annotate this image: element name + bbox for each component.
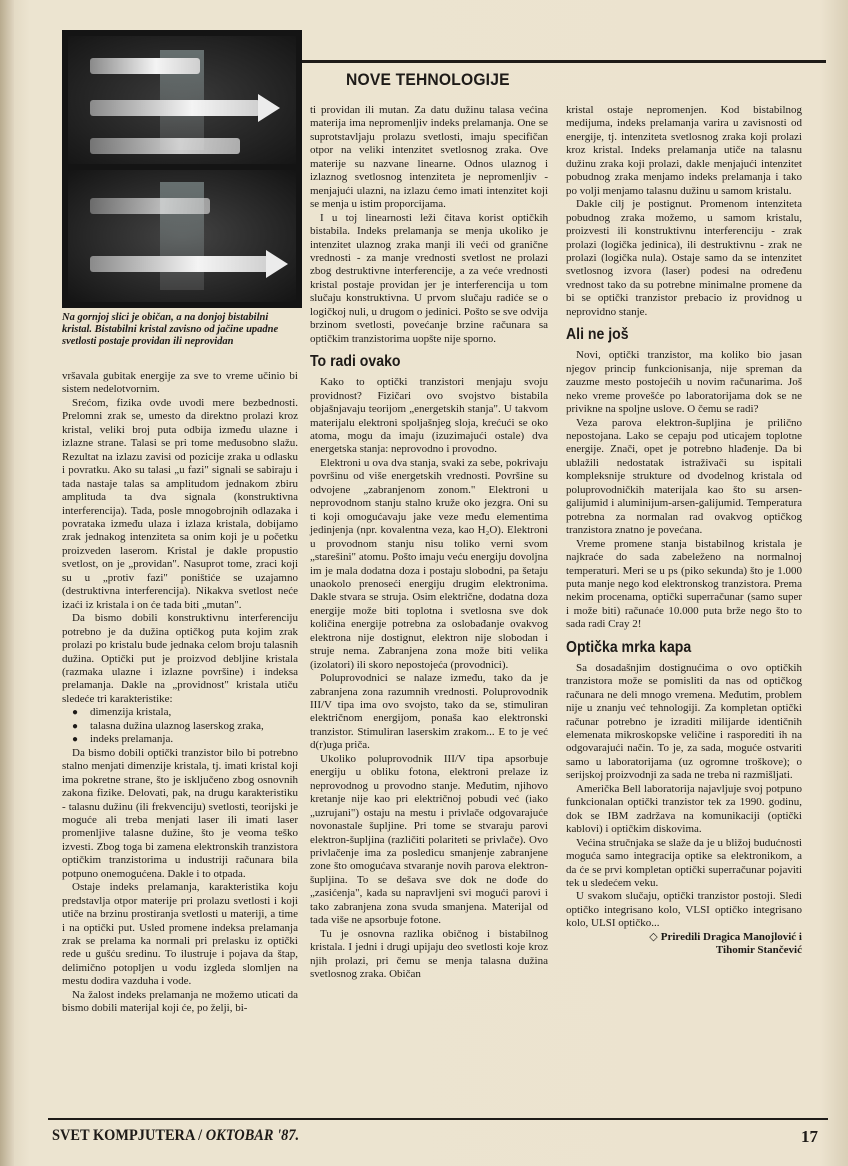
paragraph: kristal ostaje nepromenjen. Kod bistabilnog medijuma, indeks prelamanja varira u zavisnosti od energije, tj. intenziteta svetlosnog zraka koji prolazi kroz kristal. Indeks prelamanja utiče na talasnu dužinu zraka koji prolazi, dakle menjajući intenzitet pobudnog zraka menjamo indeks prelamanja i tako po volji menjamo talasnu dužinu u samom kristalu. — [566, 104, 802, 197]
column-2 — [310, 104, 548, 982]
credit-authors: Tihomir Stančević — [715, 944, 802, 957]
paragraph: Američka Bell laboratorija najavljuje svoj potpuno funkcionalan optički tranzistor tek za 1990. godinu, dok se IBM zadržava na komunikaciji (optički kablovi) i optičkim diskovima. — [566, 782, 802, 836]
ordinary-crystal-photo — [68, 36, 296, 164]
magazine-name: SVET KOMPJUTERA / — [52, 1127, 203, 1144]
light-beam — [90, 198, 210, 214]
section-title: NOVE TEHNOLOGIJE — [346, 70, 510, 89]
paragraph: U svakom slučaju, optički tranzistor postoji. Sledi optičko integrisano kolo, VLSI optičko integrisano kolo, ULSI optičko... — [566, 890, 802, 930]
column-1 — [62, 370, 298, 1016]
paragraph: Veza parova elektron-šupljina je prilično nepostojana. Lako se cepaju pod uticajem toplotne energije. Znači, opet je potrebno hlađenje. Da bi ublažili nedostatak istraživači su ispitali kompleksnije strukture od dvodelnog kristala od poluprovodničkih materijala kao što su arsen-galijumid i aluminijum-arsen-galijumid. Temperatura potrebna za normalan rad ovakvog optičkog tranzistora znatno je povećana. — [566, 416, 802, 537]
paragraph: Dakle cilj je postignut. Promenom intenziteta pobudnog zraka možemo, u samom kristalu, proizvesti ili konstruktivnu interferenciju - zrak prolazi (logička jedinica), ili destruktivnu - zrak ne prolazi (logička nula). Ostaje samo da se intenzitet svetlosnog izvora (laser) podesi na određenu vrednost tako da su potrebne minimalne promene da bi se optički tranzistor prebacio iz providnog u neprovidno stanje. — [566, 198, 802, 318]
page-number: 17 — [801, 1127, 818, 1146]
paragraph: Da bismo dobili konstruktivnu interferenciju potrebno je da dužina optičkog puta kojim zrak prolazi po kristalu bude jednaka celom broju talasnih dužina. Optički put je proizvod debljine kristala (razmaka ulazne i izlazne površine) i indeksa prelamanja. Dakle na „providnost" kristala utiču sledeće tri karakteristike: — [62, 612, 298, 705]
paragraph: Ostaje indeks prelamanja, karakteristika koju predstavlja otpor materije pri prolazu svetlosti i koji utiče na brzinu prostiranja svetlosti u materiji, a time i na optički put. Usled promene indeksa prelamanja zrak se prelama ka normali pri prelasku iz optički rede u gušću sredinu. To ilustruje i pojava da štap, delimično potopljen u vodu izgleda slomljen na mestu dodira vazduha i vode. — [62, 881, 298, 988]
paragraph: ti providan ili mutan. Za datu dužinu talasa većina materija ima nepromenljiv indeks prelamanja. One se suprotstavljaju prolazu svetlosti, imaju specifičan otpor na veliki intenzitet svetlosnog zraka. Ove materije su nazvane linearne. Odnos ulaznog i izlaznog svetlosnog intenziteta je nepromenljiv - menjajući ulazni, na izlazu ćemo imati intenzitet koji se menja u istim proporcijama. — [310, 104, 548, 211]
issue-date: OKTOBAR '87. — [205, 1127, 300, 1144]
diamond-icon: ◇ — [649, 930, 658, 943]
light-beam — [90, 58, 200, 74]
page-binding-shadow — [0, 0, 14, 1166]
column-3 — [566, 104, 802, 958]
arrow-icon — [266, 250, 288, 278]
crystal-figure — [62, 30, 302, 308]
paragraph: Poluprovodnici se nalaze između, tako da je zabranjena zona razumnih vrednosti. Poluprovodnik III/V tipa ima ovo svojsto, tako da se, stimuliran električnom energijom, ponaša kao elektronski tranzistor. Stimuliran laserskim zrakom... E to je već d(r)uga priča. — [310, 672, 548, 752]
paragraph: Ukoliko poluprovodnik III/V tipa apsorbuje energiju u obliku fotona, elektroni prelaze iz neprovodnog u provodno stanje. Međutim, njihovo kretanje nije kao pri električnoj pobudi već (iako „uzrujani") ostaju na mestu i privlače odgovarajuće novonastale šupljine. Pri tome se stvaraju parovi elektron-šupljina (različiti polariteti se privlače). Ovo privlačenje ima za posledicu smanjenje zabranjene zone što omogućava stvaranje novih parova elektron-šupljina. To se dešava sve dok ne dođe do „zasićenja", kada su napravljeni svi mogući parovi i tako zabranjena zona svuda smanjena. Materijal od tada više ne apsorbuje fotone. — [310, 752, 548, 927]
paragraph: vršavala gubitak energije za sve to vreme učinio bi sistem nedelotvornim. — [62, 370, 298, 396]
footer-rule — [48, 1118, 828, 1120]
paragraph: Sa dosadašnjim dostignućima o ovo optičkih tranzistora može se pomisliti da nas od optičkog računara ne deli mnogo vremena. Međutim, problem nije u znanju već tehnologiji. Za kompletan optički računar potrebno je izraditi milijarde identičnih elemenata mikroskopske veličine i rasporediti ih na odgovarajući način. To je, za sada, moguće ostvariti samo u laboratorijama (uz ogromne troškove); o serijskoj proizvodnji za sada ne treba ni razmišljati. — [566, 661, 802, 782]
footer-magazine — [52, 1127, 299, 1145]
figure-caption: Na gornjoj slici je običan, a na donjoj bistabilni kristal. Bistabilni kristal zavisno od jačine upadne svetlosti postaje providan ili neprovidan — [62, 312, 279, 347]
list-item: ● dimenzija kristala, — [62, 706, 298, 719]
paragraph: Na žalost indeks prelamanja ne možemo uticati da bismo dobili materijal koji će, po želji, bi- — [62, 988, 298, 1015]
section-header — [302, 60, 826, 93]
bistable-crystal-photo — [68, 170, 296, 302]
subheading: To radi ovako — [310, 353, 401, 371]
article-credits — [566, 931, 802, 958]
paragraph: Da bismo dobili optički tranzistor bilo bi potrebno stalno menjati dimenzije kristala, tj. imati kristal koji ima pokretne strane, što je isključeno zbog osnovnih zakona fizike. Delovati, pak, na drugu karakteristiku - talasnu dužinu (ili frekvenciju) svetlosti, teorijski je moguće ali treba menjati laser ili imati laser promenljive talasne dužine, što je veoma teško izvesti. Zbog toga bi zamena elektronskih tranzistora optičkim tranzistorima u industriji računara bila potpuno onemogućena. Dakle i to otpada. — [62, 746, 298, 880]
light-beam — [90, 138, 240, 154]
characteristics-list — [62, 706, 298, 746]
paragraph: Novi, optički tranzistor, ma koliko bio jasan njegov princip funkcionisanja, nije spreman da zauzme mesto postojećih u novim računarima. Još neko vreme provešće po laboratorijama dok se ne privikne na spoljne uslove. O čemu se radi? — [566, 349, 802, 416]
light-beam — [90, 256, 270, 272]
paragraph: Vreme promene stanja bistabilnog kristala je najkraće do sada zabeleženo na normalnoj temperaturi. Meri se u ps (piko sekunda) što je 1.000 puta manje nego kod elektronskog tranzistora. Prema nekim procenama, optički superračunar (samo super i može biti) računaće 10.000 puta brže nego što to sada radi Cray 2! — [566, 537, 802, 631]
subheading: Ali ne još — [566, 326, 629, 344]
list-item: ● talasna dužina ulaznog laserskog zraka, — [62, 720, 298, 733]
paragraph: Većina stručnjaka se slaže da je u bližoj budućnosti moguća samo integracija optike sa elektronikom, a da će se prvi kompletan optički superračunar pojaviti tek u sledećem veku. — [566, 836, 802, 890]
subheading: Optička mrka kapa — [566, 638, 692, 656]
paragraph: Srećom, fizika ovde uvodi mere bezbednosti. Prelomni zrak se, umesto da direktno prolazi kroz kristal, veliki broj puta odbija između ulazne i izlazne strane. Talasi se pri tome međusobno slažu. Rezultat na izlazu zavisi od pozicije zraka u odlasku i povratku. Ako su talasi „u fazi" signali se sabiraju i tada nastaje talas sa amplitudom jednakom zbiru amplituda ta dva signala (konstruktivna interferencija). Tada, posle mnogobrojnih odlazaka i povrataka između ulaza i izlaza kristala, dobijamo zrak jednakog intenziteta sa onim koji je u početku proizveden laserom. Kristal je dakle propustio svetlost, on je „providan". Nasuprot tome, zraci koji su u „protiv fazi" poništiće se uzajamno (destruktivna interferencija). Nikakva svetlost neće izaći iz kristala i on će tada biti „mutan". — [62, 396, 298, 611]
arrow-icon — [258, 94, 280, 122]
paragraph: I u toj linearnosti leži čitava korist optičkih bistabila. Indeks prelamanja se menja ukoliko je intenzitet ulaznog zraka manji ili veći od granične vrednosti - za manje vrednosti svetlost ne prolazi zbog destruktivne interferencije, a za veće vrednosti kristal postaje providan jer je interferencija u tom slučaju konstruktivna. U prvom slučaju radiće se o logičkoj nuli, u drugom o jedinici. Pošto se sve odvija brzinom svetlosti, povećanje brzine računara sa optičkim tranzistorima uopšte nije sporno. — [310, 211, 548, 345]
light-beam — [90, 100, 260, 116]
list-item: ● indeks prelamanja. — [62, 733, 298, 746]
paragraph: Kako to optički tranzistori menjaju svoju providnost? Fizičari ovo svojstvo bistabila objašnjavaju teorijom „energetskih stanja". U takvom materijalu elektroni spoljašnjeg sloja, krećući se oko atoma, mogu da imaju (izuzimajući ostale) dva energetska stanja: neprovodno i provodno. — [310, 376, 548, 456]
paragraph: Tu je osnovna razlika običnog i bistabilnog kristala. I jedni i drugi upijaju deo svetlosti koje kroz njih prolazi, pri čemu se menja talasna dužina svetlosnog zraka. Običan — [310, 927, 548, 981]
credit-authors: Priredili Dragica Manojlović i — [660, 930, 802, 943]
paragraph: Elektroni u ova dva stanja, svaki za sebe, pokrivaju površinu od više energetskih vrednosti. Površine su odvojene „zabranjenom zonom." Elektroni u neprovodnom stanju stalno kruže oko jezgra. Oni su ti koji omogućavaju jake veze među elementima jedinjenja (npr. kovalentna veza, kao H₂O). Elektroni u provodnom stanju nisu toliko verni svom „starešini" atomu. Pošto imaju veću energiju dovoljna im je mala dodatna doza i postaju slobodni, pa šetaju unaokolo prenoseći energiju drugim elektronima. Dakle stvara se struja. Osim električne, dodatna doza energije može biti toplotna i svetlosna sve dok količina energije potrebna za oslobađanje ovakvog elektrona nije dostignut, elektron nije slobodan i struje nema. Zabranjena zona može biti velika (izolatori) ili skoro nepostojeća (provodnici). — [310, 456, 548, 671]
